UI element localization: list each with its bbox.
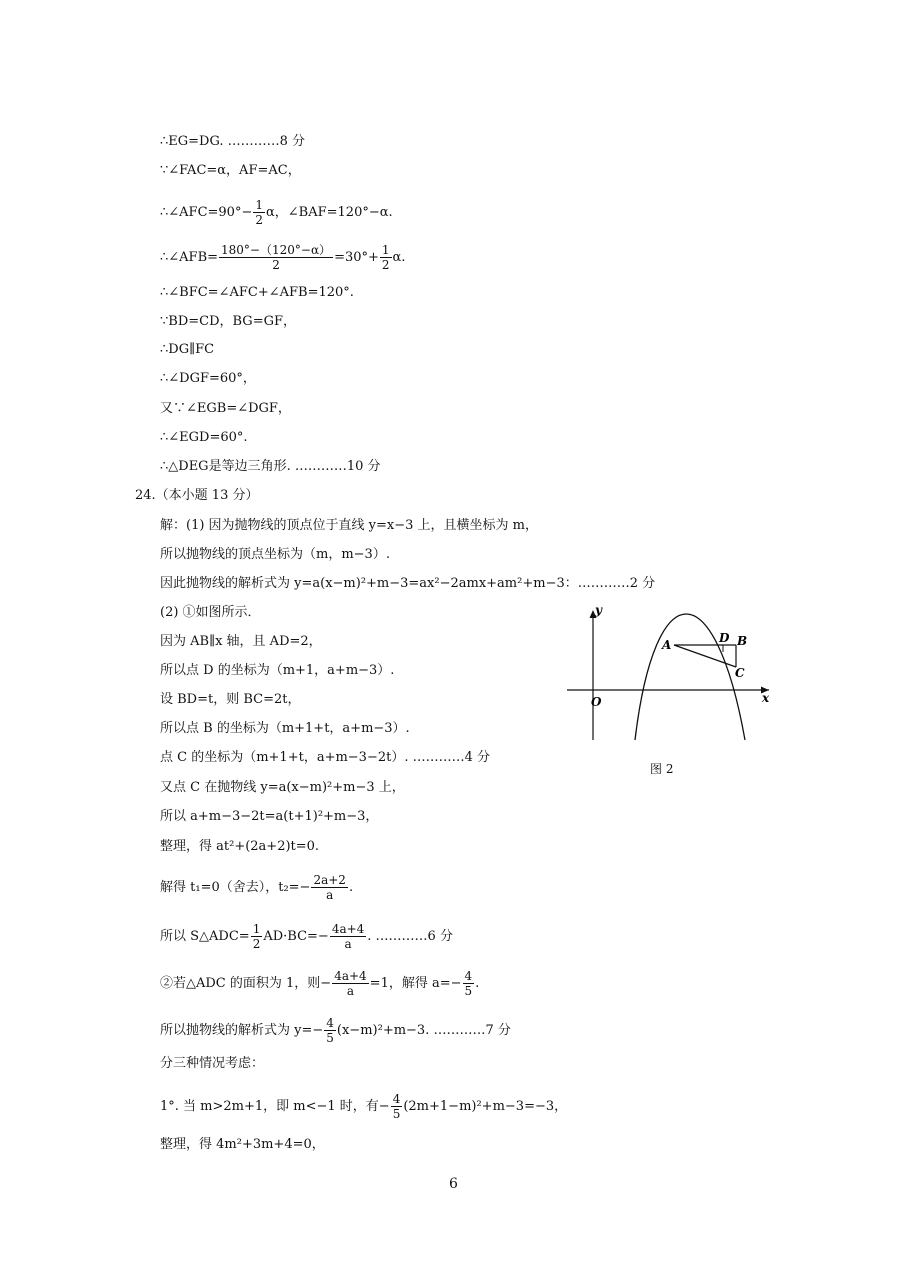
solution-line — [160, 1092, 567, 1121]
proof-line — [160, 198, 393, 227]
proof-line: ∴△DEG是等边三角形. …………10 分 — [160, 459, 381, 474]
solution-line: 因此抛物线的解析式为 y=a(x−m)²+m−3=ax²−2amx+am²+m−3：…………2 分 — [160, 576, 656, 591]
line-tail: . — [348, 880, 354, 895]
line-text: ∴∠AFB= — [160, 250, 219, 265]
solution-line — [160, 873, 353, 902]
line-tail: =1，解得 a=− — [369, 976, 462, 991]
fraction: $\frac{1}{2}$ — [255, 198, 263, 227]
fraction: $\frac{4}{5}$ — [464, 969, 473, 998]
fraction: $\frac{4}{5}$ — [392, 1092, 401, 1121]
fraction: $\frac{1}{2}$ — [381, 243, 390, 272]
question-heading: 24.（本小题 13 分） — [135, 488, 259, 503]
solution-line: 整理，得 4m²+3m+4=0， — [160, 1137, 325, 1152]
solution-line: 解：(1) 因为抛物线的顶点位于直线 y=x−3 上，且横坐标为 m， — [160, 518, 539, 533]
solution-line: 所以点 B 的坐标为（m+1+t，a+m−3）. — [160, 721, 410, 736]
solution-line: 所以点 D 的坐标为（m+1，a+m−3）. — [160, 663, 395, 678]
y-axis-label: y — [595, 603, 602, 617]
line-text: 解得 t₁=0（舍去），t₂=− — [160, 880, 311, 895]
proof-line: ∴∠BFC=∠AFC+∠AFB=120°. — [160, 285, 354, 300]
solution-line — [160, 1016, 511, 1045]
proof-line: ∴∠DGF=60°， — [160, 371, 256, 386]
solution-line: 又点 C 在抛物线 y=a(x−m)²+m−3 上， — [160, 780, 405, 795]
point-c-label: C — [735, 666, 745, 680]
solution-line — [160, 922, 453, 951]
solution-line: 分三种情况考虑： — [160, 1056, 265, 1071]
segment-ac — [674, 645, 736, 667]
line-tail: . — [475, 976, 480, 991]
solution-line: 设 BD=t，则 BC=2t， — [160, 692, 301, 707]
figure-caption: 图 2 — [650, 762, 674, 776]
line-tail: (2m+1−m)²+m−3=−3， — [403, 1099, 568, 1114]
fraction: $\frac{180^\circ-(120^\circ-\alpha)}{2}$ — [221, 243, 332, 272]
solution-line: 整理，得 at²+(2a+2)t=0. — [160, 839, 320, 854]
line-tail: =30°+ — [334, 250, 379, 265]
line-tail: α. — [392, 250, 406, 265]
fraction: $\frac{4}{5}$ — [326, 1016, 334, 1045]
line-tail: . …………6 分 — [367, 929, 453, 944]
point-a-label: A — [662, 638, 672, 652]
proof-line: ∴∠EGD=60°. — [160, 430, 248, 445]
line-text: 1°. 当 m>2m+1，即 m<−1 时，有− — [160, 1099, 390, 1114]
proof-line: ∵∠FAC=α，AF=AC， — [160, 163, 301, 178]
solution-line: 因为 AB∥x 轴，且 AD=2， — [160, 634, 322, 649]
proof-line: ∵BD=CD，BG=GF， — [160, 314, 296, 329]
proof-line: ∴DG∥FC — [160, 342, 215, 357]
proof-line: 又∵∠EGB=∠DGF， — [160, 401, 291, 416]
line-text: ②若△ADC 的面积为 1，则− — [160, 976, 332, 991]
line-text: 所以 S△ADC= — [160, 929, 250, 944]
page-number: 6 — [449, 1176, 458, 1192]
parabola-figure — [565, 602, 775, 742]
solution-line: 点 C 的坐标为（m+1+t，a+m−3−2t）. …………4 分 — [160, 750, 491, 765]
fraction: $\frac{2a+2}{a}$ — [313, 873, 346, 902]
solution-line — [160, 969, 479, 998]
solution-line: (2) ①如图所示． — [160, 605, 261, 620]
point-d-label: D — [719, 631, 730, 645]
proof-line — [160, 243, 405, 272]
origin-label: O — [591, 695, 602, 709]
line-text: ∴∠AFC=90°− — [160, 205, 253, 220]
line-tail: (x−m)²+m−3. …………7 分 — [336, 1023, 511, 1038]
point-b-label: B — [737, 634, 748, 648]
proof-line: ∴EG=DG. …………8 分 — [160, 134, 306, 149]
line-text: 所以抛物线的解析式为 y=− — [160, 1023, 324, 1038]
x-axis-label: x — [762, 691, 770, 705]
fraction: $\frac{4a+4}{a}$ — [334, 969, 367, 998]
solution-line: 所以 a+m−3−2t=a(t+1)²+m−3， — [160, 809, 379, 824]
line-tail: AD·BC=− — [263, 929, 329, 944]
line-tail: α，∠BAF=120°−α. — [266, 205, 393, 220]
fraction: $\frac{4a+4}{a}$ — [331, 922, 365, 951]
solution-line: 所以抛物线的顶点坐标为（m，m−3）. — [160, 547, 390, 562]
fraction: $\frac{1}{2}$ — [252, 922, 261, 951]
